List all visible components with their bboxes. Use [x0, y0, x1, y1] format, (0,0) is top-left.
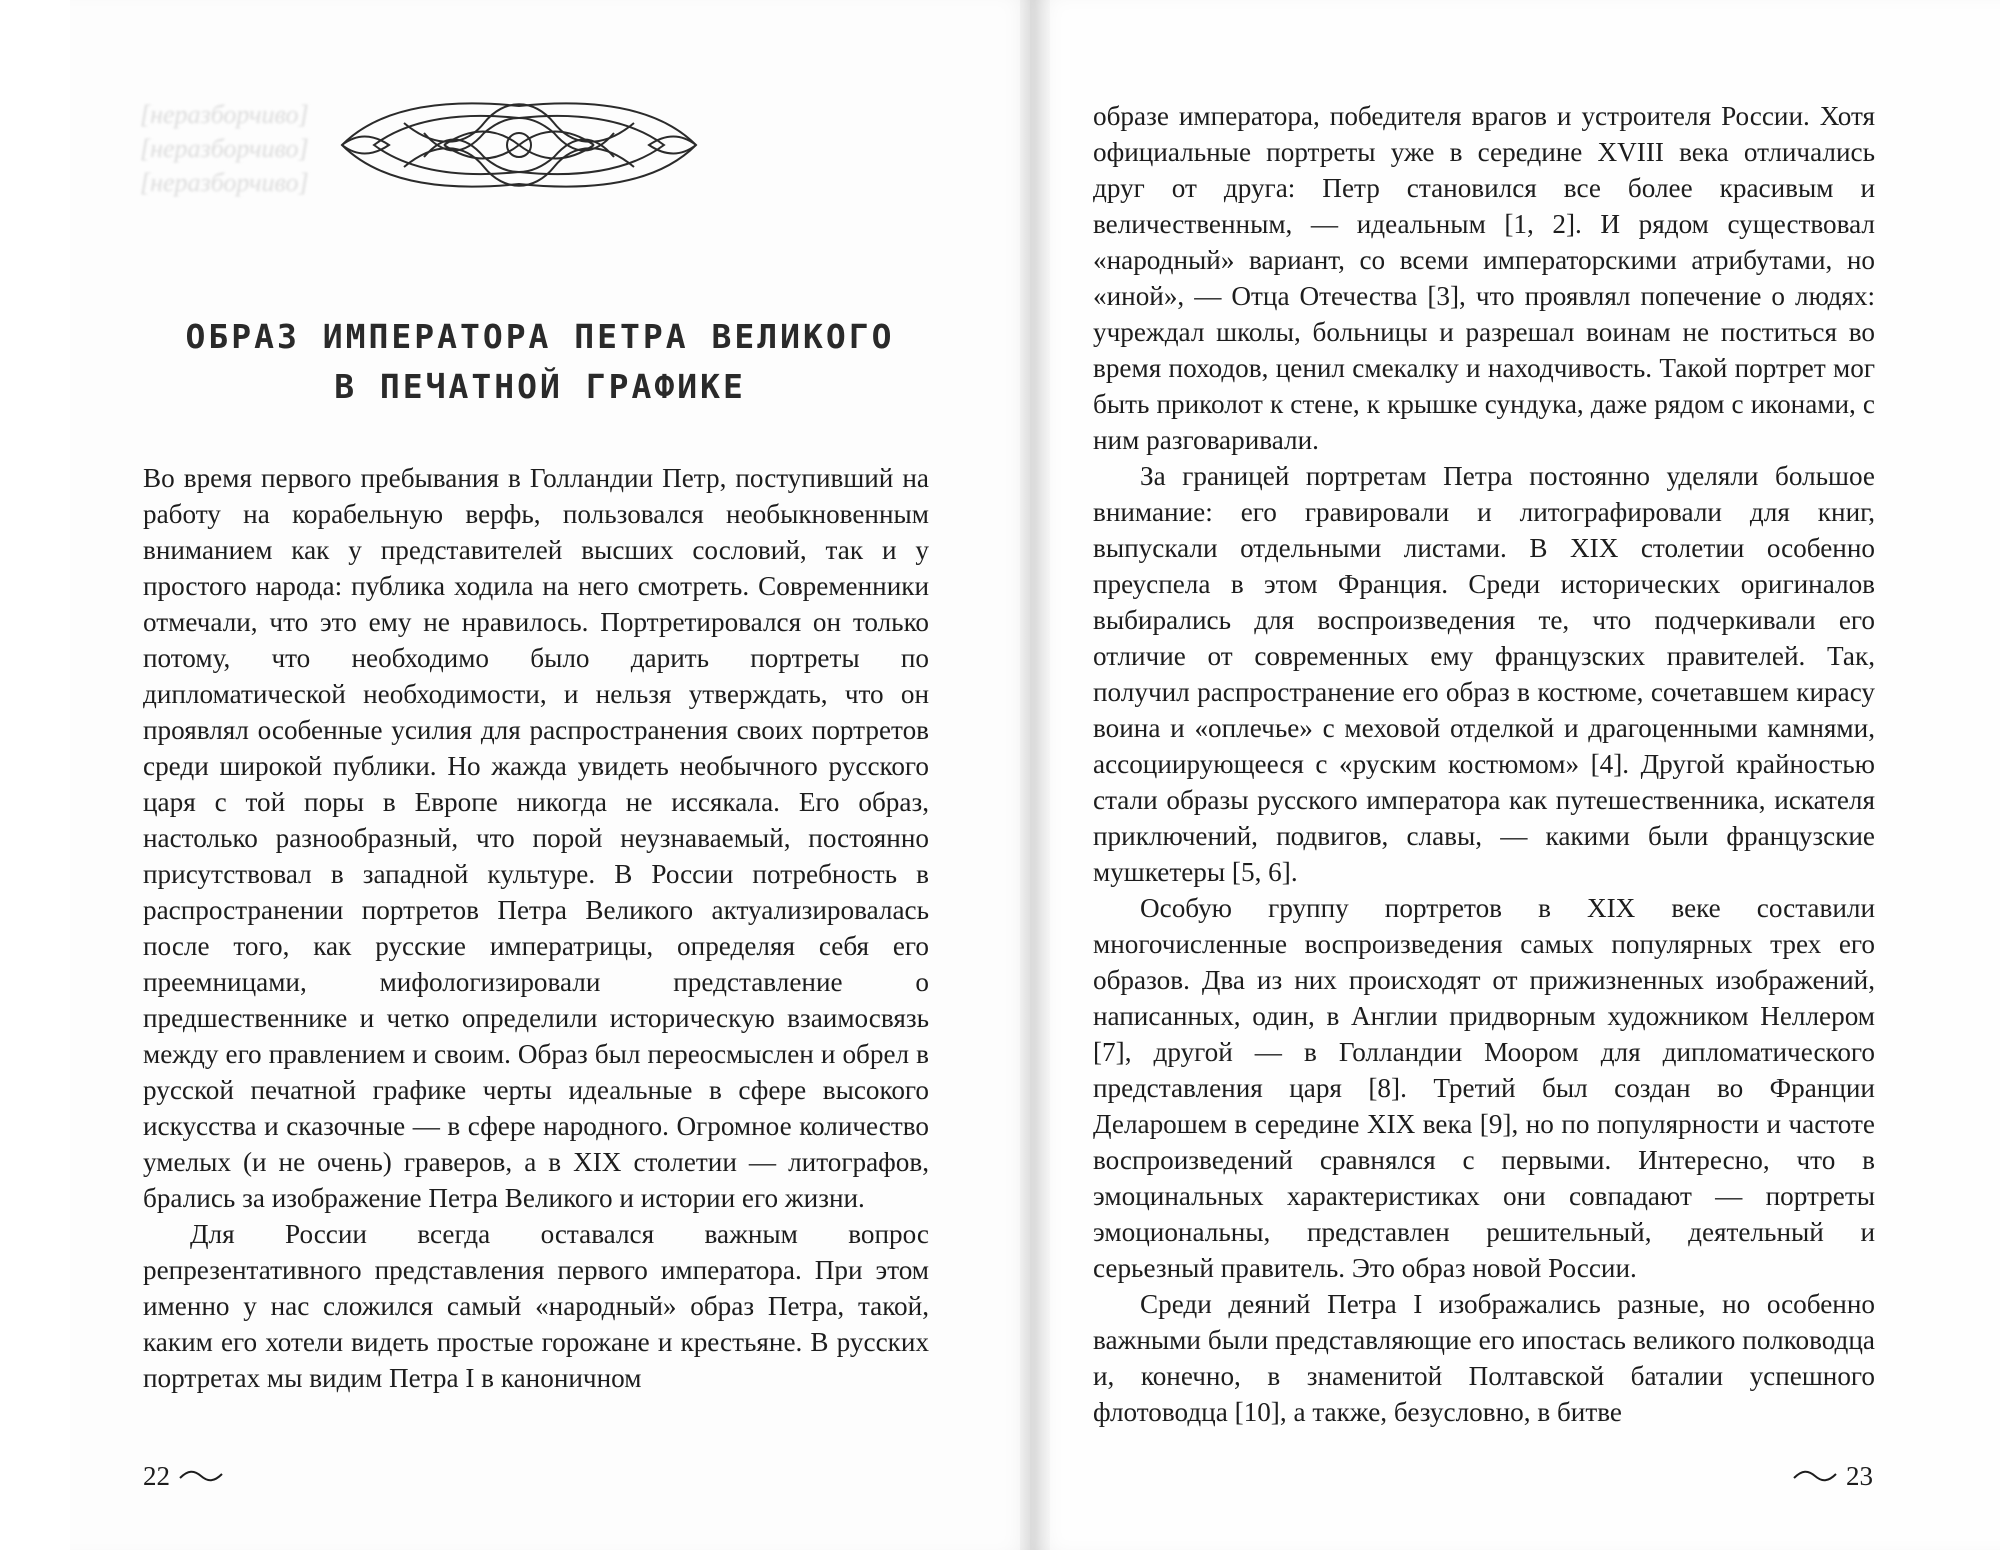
page-number-text: 22	[143, 1461, 170, 1491]
right-page-body	[1093, 98, 1875, 1430]
bleed-line: [неразборчиво]	[140, 100, 309, 129]
paragraph: Во время первого пребывания в Голландии Петр, поступивший на работу на корабельную верфь, пользовался необыкновенным вниманием как у представителей высших сословий, так и у простого народа: публика ходила на него смотреть. Современники отмечали, что это ему не нравилось. Портретировался он только потому, что необходимо было дарить портреты по дипломатической необходимости, и нельзя утверждать, что он проявлял особенные усилия для распространения своих портретов среди широкой публики. Но жажда увидеть необычного русского царя с той поры в Европе никогда не иссякала. Его образ, настолько разнообразный, что порой неузнаваемый, постоянно присутствовал в западной культуре. В России потребность в распространении портретов Петра Великого актуализировалась после того, как русские императрицы, определяя себя его преемницами, мифологизировали представление о предшественнике и четко определили историческую взаимосвязь между его правлением и своим. Образ был переосмыслен и обрел в русской печатной графике черты идеальные в сфере высокого искусства и сказочные — в сфере народного. Огромное количество умелых (и не очень) граверов, а в XIX столетии — литографов, брались за изображение Петра Великого и истории его жизни.	[143, 463, 929, 1213]
swash-icon	[1792, 1469, 1838, 1483]
decorative-knot-ornament-icon	[334, 88, 704, 203]
paragraph: Среди деяний Петра I изображались разные, но особенно важными были представляющие его ипостась великого полководца и, конечно, в знаменитой Полтавской баталии успешного флотоводца [10], а также, безусловно, в битве	[1093, 1289, 1875, 1427]
chapter-title-line-1: ОБРАЗ ИМПЕРАТОРА ПЕТРА ВЕЛИКОГО	[185, 317, 895, 356]
bleed-line: [неразборчиво]	[140, 168, 309, 197]
paragraph: образе императора, победителя врагов и устроителя России. Хотя официальные портреты уже в середине XVIII века отличались друг от друга: Петр становился все более красивым и величественным, — идеальным [1, 2]. И рядом существовал «народный» вариант, со всеми императорскими атрибутами, но «иной», — Отца Отечества [3], что проявлял попечение о людях: учреждал школы, больницы и разрешал воинам не поститься во время походов, ценил смекалку и находчивость. Такой портрет мог быть приколот к стене, к крышке сундука, даже рядом с иконами, с ним разговаривали.	[1093, 101, 1875, 455]
left-page-body	[143, 460, 929, 1396]
chapter-title	[140, 312, 940, 412]
paragraph: Для России всегда оставался важным вопрос репрезентативного представления первого императора. При этом именно у нас сложился самый «народный» образ Петра, такой, каким его хотели видеть простые горожане и крестьяне. В русских портретах мы видим Петра I в каноничном	[143, 1219, 929, 1393]
bleed-line: [неразборчиво]	[140, 134, 309, 163]
paragraph: За границей портретам Петра постоянно уделяли большое внимание: его гравировали и литографировали для книг, выпускали отдельными листами. В XIX столетии особенно преуспела в этом Франция. Среди исторических оригиналов выбирались для воспроизведения те, что подчеркивали его отличие от современных ему французских правителей. Так, получил распространение его образ в костюме, сочетавшем кирасу воина и «оплечье» с меховой отделкой и драгоценными камнями, ассоциирующееся с «руским костюмом» [4]. Другой крайностью стали образы русского императора как путешественника, искателя приключений, подвигов, славы, — какими были французские мушкетеры [5, 6].	[1093, 461, 1875, 887]
gutter-shadow	[1020, 0, 1050, 1550]
page-number-left	[143, 1458, 224, 1494]
page-number-text: 23	[1846, 1461, 1873, 1491]
swash-icon	[178, 1469, 224, 1483]
chapter-title-line-2: В ПЕЧАТНОЙ ГРАФИКЕ	[334, 367, 746, 406]
bleed-through-text	[140, 98, 340, 200]
page-number-right	[1792, 1458, 1873, 1494]
paragraph: Особую группу портретов в XIX веке составили многочисленные воспроизведения самых популярных трех его образов. Два из них происходят от прижизненных изображений, написанных, один, в Англии придворным художником Неллером [7], другой — в Голландии Моором для дипломатического представления царя [8]. Третий был создан во Франции Деларошем в середине XIX века [9], но по популярности и частоте воспроизведений сравнялся с первыми. Интересно, что в эмоцинальных характеристиках они совпадают — портреты эмоциональны, представлен решительный, деятельный и серьезный правитель. Это образ новой России.	[1093, 893, 1875, 1283]
